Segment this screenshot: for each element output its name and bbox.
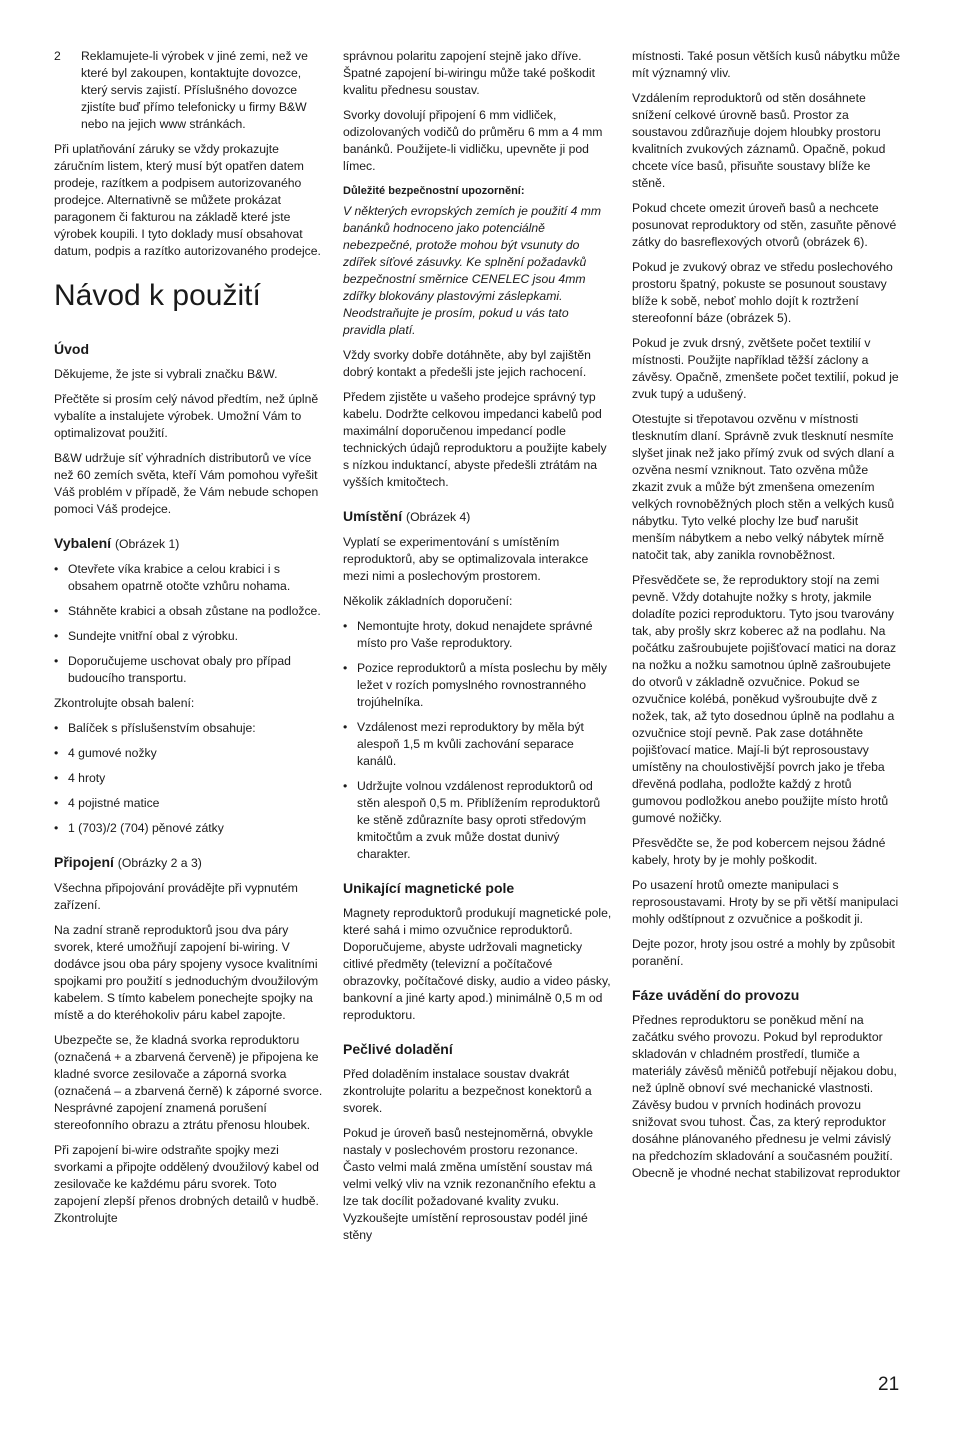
list-item-text: Nemontujte hroty, dokud nenajdete správné místo pro Vaše reproduktory.: [357, 619, 593, 650]
list-item: [343, 660, 613, 711]
paragraph: Vždy svorky dobře dotáhněte, aby byl zajištěn dobrý kontakt a předešli jste jejich rachocení.: [343, 348, 591, 379]
bullet: •: [54, 562, 59, 576]
paragraph: Ubezpečte se, že kladná svorka reproduktoru (označená + a zbarvená červeně) je připojena ke kladné svorce zesilovače a záporná svorka (označená – a zbarvená černě) k záporné svorce. Nesprávné zapojení znamená porušení stereofonního obrazu a ztrátu přenosu hloubek.: [54, 1033, 323, 1132]
list-item: [54, 720, 324, 737]
bullet: •: [343, 619, 348, 633]
paragraph: Při zapojení bi-wire odstraňte spojky mezi svorkami a připojte oddělený dvoužilový kabel od zesilovače ke každému páru svorek. Toto zapojení zlepší přenos drobných detailů v hudbě. Zkontrolujte: [54, 1143, 319, 1225]
section-heading-magnet: Unikající magnetické pole: [343, 880, 515, 896]
section-heading-faze: Fáze uvádění do provozu: [632, 987, 800, 1003]
paragraph: Pokud je zvukový obraz ve středu poslechového prostoru špatný, pokuste se posunout soustavy blíže k sobě, neboť mohlo dojít k roztržení stereofonní báze (obrázek 5).: [632, 260, 893, 325]
list-item: [54, 745, 324, 762]
paragraph: Pokud chcete omezit úroveň basů a nechcete posunovat reproduktory od stěn, zasuňte pěnové zátky do basreflexových otvorů (obrázek 6).: [632, 201, 897, 249]
list-item: [54, 820, 324, 837]
warranty-paragraph: Při uplatňování záruky se vždy prokazujte záručním listem, který musí být opatřen datem prodeje, razítkem a podpisem autorizovaného prodejce. Alternativně se můžete prokázat paragonem či fakturou na základě které jste výrobek koupili. I tyto doklady musí obsahovat datum, podpis a razítko autorizovaného prodejce.: [54, 142, 321, 258]
section-heading-vybaleni: [54, 534, 324, 553]
paragraph: Přednes reproduktoru se poněkud mění na začátku svého provozu. Pokud byl reproduktor skladován v chladném prostředí, tlumiče a materiály závěsů měničů potřebují nějakou dobu, než úplně obnoví své mechanické vlastnosti. Závěsy budou v prvních hodinách provozu snižovat svou tuhost. Čas, za který reproduktor dosáhne plánovaného přednesu je velmi závislý na předchozím skladování a současném použití. Obecně je vhodné nechat stabilizovat reproduktor: [632, 1013, 901, 1180]
contents-list: [54, 720, 324, 837]
paragraph: Před doladěním instalace soustav dvakrát zkontrolujte polaritu a bezpečnost konektorů a svorek.: [343, 1067, 592, 1115]
paragraph: Všechna připojování provádějte při vypnutém zařízení.: [54, 881, 298, 912]
paragraph: místnosti. Také posun větších kusů nábytku může mít významný vliv.: [632, 49, 901, 80]
paragraph: Předem zjistěte u vašeho prodejce správný typ kabelu. Dodržte celkovou impedanci kabelů pod maximální doporučenou impedancí podle technických údajů reproduktoru a použijte kabely s nízkou induktancí, abyste předešli ztrátám na vyšších kmitočtech.: [343, 390, 607, 489]
list-item-text: Doporučujeme uschovat obaly pro případ budoucího transportu.: [68, 654, 291, 685]
list-item-text: 4 pojistné matice: [68, 796, 160, 810]
figure-ref: (Obrázky 2 a 3): [117, 856, 202, 870]
safety-heading: Důležité bezpečnostní upozornění:: [343, 185, 525, 197]
bullet: •: [54, 604, 59, 618]
section-heading-umisteni: [343, 507, 613, 526]
list-item: [343, 719, 613, 770]
bullet: •: [54, 629, 59, 643]
section-heading-pripojeni: [54, 853, 324, 872]
bullet: •: [54, 821, 59, 835]
list-item: [343, 778, 613, 863]
list-item-text: 4 hroty: [68, 771, 106, 785]
paragraph: Na zadní straně reproduktorů jsou dva páry svorek, které umožňují zapojení bi-wiring. V dodávce jsou oba páry spojeny vysoce kvalitními spojkami pro použití s jednoduchým dvoužilovým kabelem. S tímto kabelem ponechejte spojky na místě a do kteréhokoliv páru kabel zapojte.: [54, 923, 319, 1022]
section-heading-uvod: Úvod: [54, 341, 89, 357]
list-item-text: 1 (703)/2 (704) pěnové zátky: [68, 821, 224, 835]
paragraph: správnou polaritu zapojení stejně jako dříve. Špatné zapojení bi-wiringu může také poškodit kvalitu přednesu soustav.: [343, 49, 596, 97]
paragraph: Děkujeme, že jste si vybrali značku B&W.: [54, 367, 278, 381]
figure-ref: (Obrázek 1): [114, 537, 180, 551]
list-item-text: Otevřete víka krabice a celou krabici i s obsahem opatrně otočte vzhůru nohama.: [68, 562, 291, 593]
heading-text: Vybalení: [54, 535, 112, 551]
paragraph: Otestujte si třepotavou ozvěnu v místnosti tlesknutím dlaní. Správně zvuk tlesknutí nesmíte slyšet jinak než jako přímý zvuk od svých dlaní a ozvěna nesmí vzniknout. Tato ozvěna může zkazit zvuk a může být zmenšena omezením velkých rovnoběžných ploch stěn a velkých kusů nábytku. Tyto velké plochy lze buď narušit menším nábytkem a nebo velký nábytek mírně natočit tak, aby zanikla rovnoběžnost.: [632, 412, 895, 562]
bullet: •: [54, 796, 59, 810]
bullet-list: [54, 561, 324, 687]
list-item-text: Vzdálenost mezi reproduktory by měla být alespoň 1,5 m kvůli zachování separace kanálů.: [357, 720, 584, 768]
list-item: [54, 795, 324, 812]
paragraph: Přesvědčte se, že pod kobercem nejsou žádné kabely, hroty by je mohly poškodit.: [632, 836, 886, 867]
page-title: Návod k použití: [54, 279, 261, 312]
list-item: [54, 561, 324, 595]
list-item-text: Udržujte volnou vzdálenost reproduktorů od stěn alespoň 0,5 m. Přiblížením reproduktorů ke stěně zdůrazníte basy oproti středovým kmitočtům a zvuk může dostat dunivý charakter.: [357, 779, 601, 861]
paragraph: Přesvědčete se, že reproduktory stojí na zemi pevně. Vždy dotahujte nožky s hroty, jakmile doladíte pozici reproduktoru. Tyto jsou tvarovány tak, aby prošly skrz koberec až na podlahu. Na počátku zašroubujete pojišťovací matici na doraz na nožku a nožku samotnou úplně zašroubujete do otvorů v základně ozvučnice. Pokud se ozvučnice kolébá, poněkud vyšroubujte dvě z nožek, tak, až tyto dosednou úplně na podlahu a ozvučnice stojí pevně. Pak zase dotáhněte pojišťovací matice. Mají-li být reprosoustavy umístěny na choulostivější povrch jako je třeba dřevěná podlaha, podložte každý z hrotů gumovou podložkou anebo použijte místo hrotů gumové nožičky.: [632, 573, 897, 825]
paragraph: Pokud je úroveň basů nestejnoměrná, obvykle nastaly v poslechovém prostoru rezonance. Často velmi malá změna umístění soustav má velmi velký vliv na vznik rezonančního efektu a lze tak docílit požadované kvality zvuku. Vyzkoušejte umístění reprosoustav podél jiné stěny: [343, 1126, 596, 1242]
item-text: Reklamujete-li výrobek v jiné zemi, než ve které byl zakoupen, kontaktujte dovozce, který servis zajistí. Příslušného dovozce zjistíte buď přímo telefonicky u firmy B&W nebo na jejich www stránkách.: [81, 49, 308, 131]
list-item: [343, 618, 613, 652]
bullet: •: [54, 746, 59, 760]
paragraph: Svorky dovolují připojení 6 mm vidliček, odizolovaných vodičů do průměru 6 mm a 4 mm banánků. Použijete-li vidličku, upevněte ji pod límec.: [343, 108, 603, 173]
paragraph: Vyplatí se experimentování s umístěním reproduktorů, aby se optimalizovala interakce mezi nimi a poslechovým prostorem.: [343, 535, 589, 583]
paragraph: Několik základních doporučení:: [343, 594, 513, 608]
list-item-text: Balíček s příslušenstvím obsahuje:: [68, 721, 256, 735]
list-item: [54, 770, 324, 787]
paragraph: B&W udržuje síť výhradních distributorů ve více než 60 zemích světa, kteří Vám pomohou vyřešit Váš problém v případě, že Vám nebude schopen pomoci Váš prodejce.: [54, 451, 319, 516]
column-2: [343, 48, 613, 1252]
bullet: •: [54, 654, 59, 668]
paragraph: Přečtěte si prosím celý návod předtím, než úplně vybalíte a instalujete výrobek. Umožní Vám to optimalizovat použití.: [54, 392, 319, 440]
column-3: [632, 48, 902, 1190]
paragraph: Magnety reproduktorů produkují magnetické pole, které sahá i mimo ozvučnice reproduktorů. Doporučujeme, abyste udržovali magneticky citlivé předměty (televizní a počítačové obrazovky, počítačové disky, audio a video pásky, bankovní a jiné karty apod.) minimálně 0,5 m od reproduktoru.: [343, 906, 612, 1022]
bullet: •: [343, 720, 348, 734]
item-number: 2: [54, 49, 61, 63]
list-item-text: Stáhněte krabici a obsah zůstane na podložce.: [68, 604, 321, 618]
list-item-text: 4 gumové nožky: [68, 746, 157, 760]
page-number: 21: [878, 1374, 900, 1395]
bullet: •: [54, 721, 59, 735]
bullet: •: [343, 661, 348, 675]
bullet: •: [54, 771, 59, 785]
paragraph: Po usazení hrotů omezte manipulaci s reprosoustavami. Hroty by se při větší manipulaci mohly odštípnout z ozvučnice a poškodit ji.: [632, 878, 899, 926]
section-heading-doladeni: Pečlivé doladění: [343, 1041, 453, 1057]
paragraph: Zkontrolujte obsah balení:: [54, 696, 195, 710]
bullet: •: [343, 779, 348, 793]
list-item-text: Pozice reproduktorů a místa poslechu by měly ležet v rozích pomyslného rovnostranného trojúhelníka.: [357, 661, 607, 709]
figure-ref: (Obrázek 4): [406, 510, 471, 524]
list-item: [54, 603, 324, 620]
list-item: [54, 653, 324, 687]
list-item: [54, 628, 324, 645]
paragraph: Dejte pozor, hroty jsou ostré a mohly by způsobit poranění.: [632, 937, 895, 968]
bullet-list: [343, 618, 613, 863]
list-item-text: Sundejte vnitřní obal z výrobku.: [68, 629, 239, 643]
heading-text: Připojení: [54, 854, 114, 870]
paragraph: Vzdálením reproduktorů od stěn dosáhnete snížení celkové úrovně basů. Prostor za soustavou zdůrazňuje dojem hloubky prostoru kvalitních zvukových záznamů. Opačně, pokud chcete více basů, přisuňte soustavy blíže ke stěně.: [632, 91, 886, 190]
paragraph: Pokud je zvuk drsný, zvětšete počet textilií v místnosti. Použijte například těžší záclony a závěsy. Opačně, zmenšete počet textilií, pokud je zvuk tupý a udušený.: [632, 336, 899, 401]
safety-notice: V některých evropských zemích je použití 4 mm banánků hodnoceno jako potenciálně nebezpečné, protože mohou být vsunuty do zdířek síťové zásuvky. Ke splnění požadavků bezpečnostní směrnice CENELEC jsou 4mm zdířky blokovány plastovými záslepkami. Neodstraňujte je prosím, pokud u vás tato pravidla platí.: [343, 204, 602, 337]
heading-text: Umístění: [343, 508, 403, 524]
column-1: [54, 48, 324, 1235]
numbered-item-2: [54, 48, 324, 133]
